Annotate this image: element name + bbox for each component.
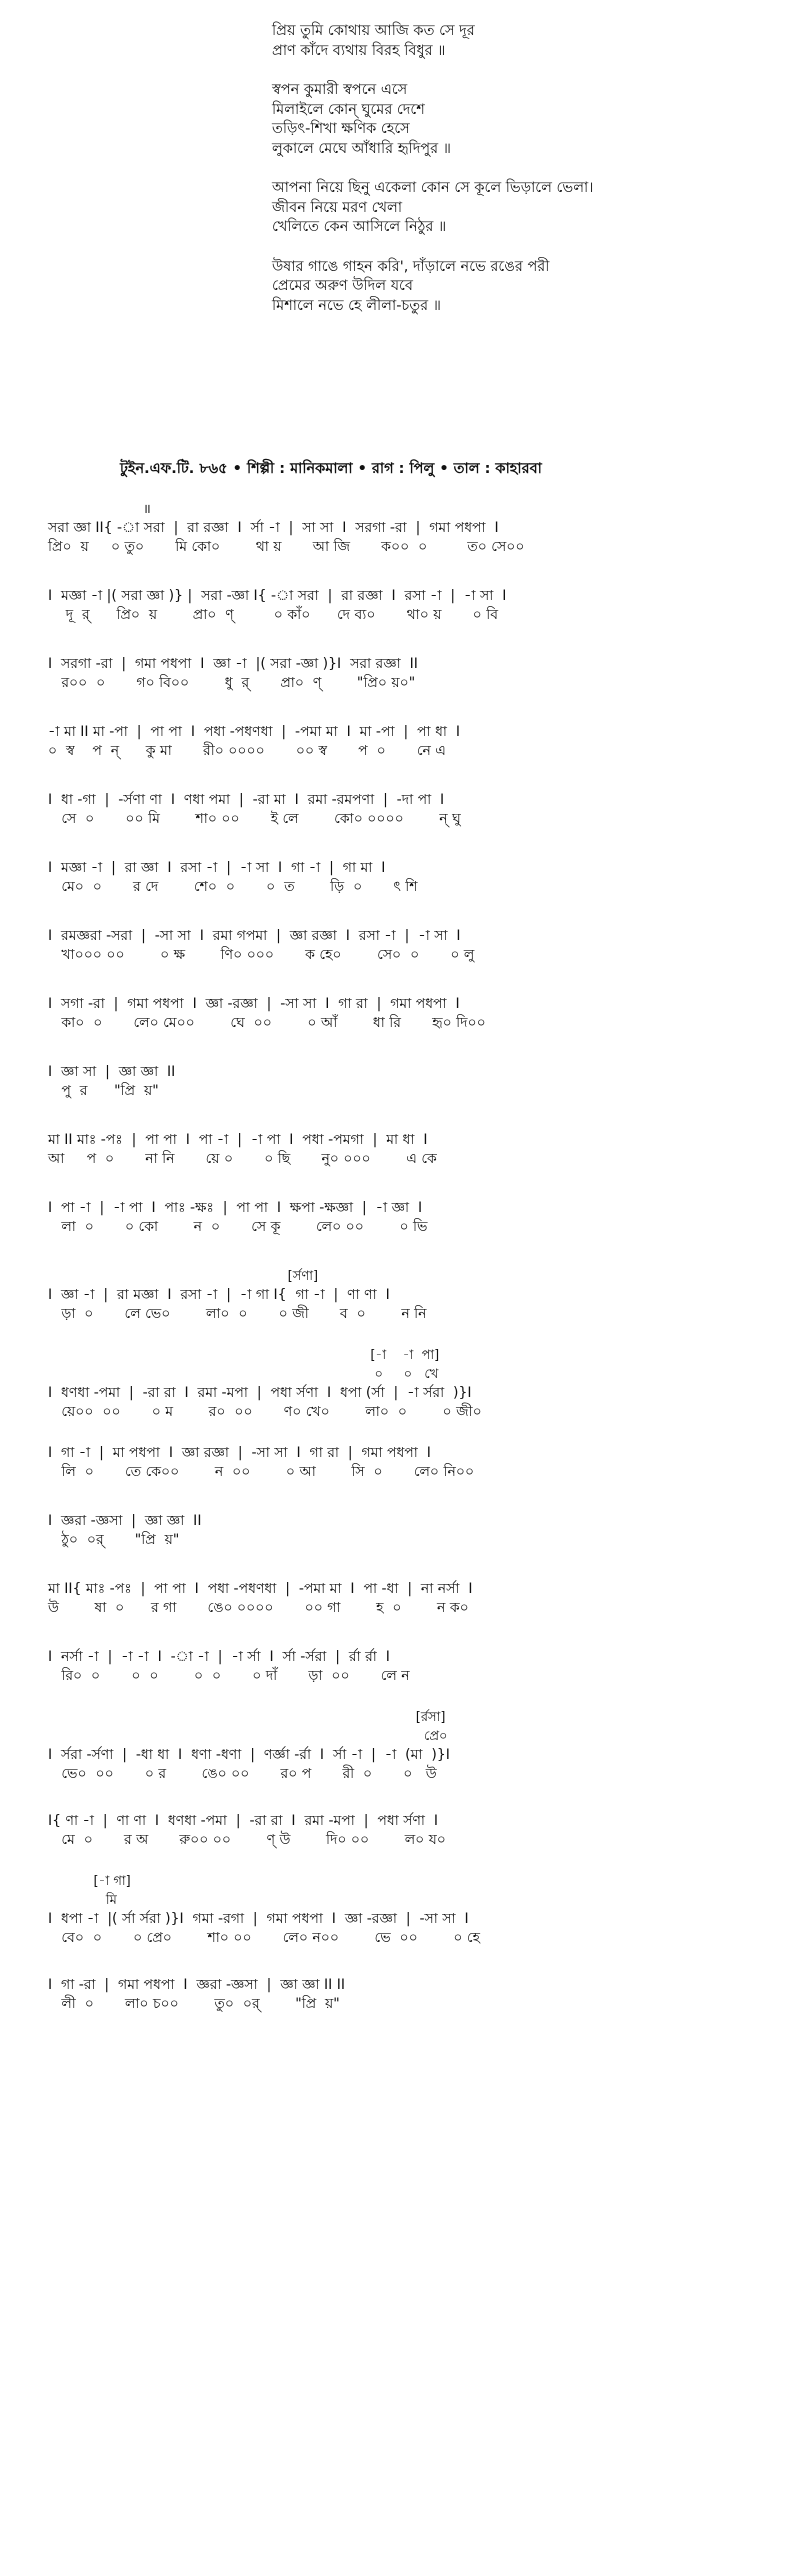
notation-block — [48, 500, 778, 557]
notation-lyric-row: ড়া ০ লে ভে০ লা০ ০ ০ জী ব ০ ন নি — [48, 1306, 427, 1322]
notation-annotation-row: [র্রসা] — [48, 1710, 446, 1725]
notation-swara-row: I সগা -রা | গমা পধপা I জ্ঞা -রজ্ঞা | -সা সা I গা রা | গমা পধপা I — [48, 996, 460, 1012]
notation-swara-row: I জ্ঞরা -জ্ঞসা | জ্ঞা জ্ঞা II — [48, 1513, 202, 1529]
notation-swara-row: I গা -া | মা পধপা I জ্ঞা রজ্ঞা | -সা সা I গা রা | গমা পধপা I — [48, 1445, 431, 1461]
notation-block — [48, 791, 778, 829]
notation-block — [48, 1512, 778, 1550]
notation-lyric-row: আ প ০ না নি য়ে ০ ০ ছি নু০ ০০০ এ কে — [48, 1151, 437, 1167]
notation-block — [48, 1648, 778, 1686]
notation-annotation-row: [র্সণা] — [48, 1269, 319, 1284]
notation-block — [48, 1346, 778, 1422]
notation-block — [48, 927, 778, 965]
notation-lyric-row: ০ স্ব প ন্ কু মা রী০ ০০০০ ০০ স্ব প ০ নে এ — [48, 743, 446, 759]
notation-block — [48, 1812, 778, 1850]
notation-block — [48, 587, 778, 625]
notation-lyric-row: সে ০ ০০ মি শা০ ০০ ই লে কো০ ০০০০ ন্ ঘু — [48, 811, 461, 827]
notation-swara-row: I গা -রা | গমা পধপা I জ্ঞরা -জ্ঞসা | জ্ঞা জ্ঞা II II — [48, 1977, 346, 1993]
notation-lyric-row: ভে০ ০০ ০ র ঙে০ ০০ র০ প রী ০ ০ উ — [48, 1766, 437, 1782]
lyrics-line: তড়িৎ-শিখা ক্ষণিক হেসে — [272, 121, 410, 137]
notation-swara-row: মা II মাঃ -পঃ | পা পা I পা -া | -া পা I পধা -পমগা | মা ধা I — [48, 1132, 428, 1148]
notation-annotation-row: ॥ — [48, 502, 151, 517]
notation-swara-row: I পা -া | -া পা I পাঃ -ক্ষঃ | পা পা I ক্ষপা -ক্ষজ্ঞা | -া জ্ঞা I — [48, 1200, 423, 1216]
notation-lyric-row: কা০ ০ লে০ মে০০ ঘে ০০ ০ আঁ ধা রি হৃ০ দি০০ — [48, 1015, 486, 1031]
notation-block — [48, 1708, 778, 1784]
lyrics-stanza-1 — [272, 22, 792, 61]
notation-lyric-row: উ ষা ০ র গা ঙে০ ০০০০ ০০ গা হ ০ ন ক০ — [48, 1600, 469, 1616]
record-meta-line: টুইন.এফ.টি. ৮৬৫ • শিল্পী : মানিকমালা • রাগ : পিলু • তাল : কাহারবা — [120, 461, 542, 477]
lyrics-line: প্রাণ কাঁদে ব্যথায় বিরহ বিধুর ॥ — [272, 42, 446, 59]
notation-annotation-row: [-া গা] — [48, 1874, 131, 1889]
notation-lyric-row: র০০ ০ গ০ বি০০ ধু র্ প্রা০ ণ্ "প্রি০ য়০" — [48, 675, 416, 691]
notation-swara-row: I র্সরা -র্সণা | -ধা ধা I ধণা -ধণা | ণর্জ্ঞা -র্রা I র্সা -া | -া (মা )}I — [48, 1747, 450, 1763]
notation-swara-row: I ধণধা -পমা | -রা রা I রমা -মপা | পধা র্সণা I ধপা (র্সা | -া র্সরা )}I — [48, 1385, 472, 1401]
notation-swara-row: I ধা -গা | -র্সণা ণা I ণধা পমা | -রা মা I রমা -রমপণা | -দা পা I — [48, 792, 445, 808]
notation-swara-row: -া মা II মা -পা | পা পা I পধা -পধণধা | -পমা মা I মা -পা | পা ধা I — [48, 724, 461, 740]
notation-block — [48, 1976, 778, 2014]
notation-block — [48, 1063, 778, 1101]
notation-swara-row: I রমজ্ঞরা -সরা | -সা সা I রমা গপমা | জ্ঞা রজ্ঞা I রসা -া | -া সা I — [48, 928, 461, 944]
notation-annotation-row: [-া -া পা] — [48, 1348, 440, 1363]
notation-lyric-row: ঠু০ ০র্ "প্রি য়" — [48, 1532, 180, 1548]
notation-swara-row: I জ্ঞা সা | জ্ঞা জ্ঞা II — [48, 1064, 176, 1080]
lyrics-line: উষার গাঙে গাহন করি', দাঁড়ালে নভে রঙের পরী — [272, 258, 550, 275]
lyrics-line: মিশালে নভে হে লীলা-চতুর ॥ — [272, 297, 441, 314]
notation-swara-row: I জ্ঞা -া | রা মজ্ঞা I রসা -া | -া গা I{ গা -া | ণা ণা I — [48, 1287, 390, 1303]
notation-lyric-row: লা ০ ০ কো ন ০ সে কূ লে০ ০০ ০ ভি — [48, 1219, 428, 1235]
notation-annotation-row: মি — [48, 1893, 117, 1908]
notation-block — [48, 859, 778, 897]
notation-block — [48, 723, 778, 761]
notation-lyric-row: দূ র্ প্রি০ য় প্রা০ ণ্ ০ কাঁ০ দে ব্য০ থা০ য় ০ বি — [48, 607, 499, 623]
notation-block — [48, 995, 778, 1033]
notation-lyric-row: মে ০ র অ রু০০ ০০ ণ্ উ দি০ ০০ ল০ য০ — [48, 1832, 446, 1848]
lyrics-line: খেলিতে কেন আসিলে নিঠুর ॥ — [272, 219, 447, 235]
notation-lyric-row: বে০ ০ ০ প্রে০ শা০ ০০ লে০ ন০০ ভে ০০ ০ হে — [48, 1930, 480, 1946]
lyrics-line: মিলাইলে কোন্ ঘুমের দেশে — [272, 101, 425, 118]
notation-swara-row: I সরগা -রা | গমা পধপা I জ্ঞা -া |( সরা -জ্ঞা )}I সরা রজ্ঞা II — [48, 656, 418, 672]
notation-block — [48, 1444, 778, 1482]
notation-swara-row: I নর্সা -া | -া -া I -া -া | -া র্সা I র্সা -র্সরা | র্রা র্রা I — [48, 1649, 390, 1665]
notation-block — [48, 1580, 778, 1618]
notation-lyric-row: প্রি০ য় ০ তু০ মি কো০ থা য় আ জি ক০০ ০ ত০ সে০০ — [48, 539, 525, 555]
swaralipi-notation — [48, 500, 778, 2014]
song-lyrics — [272, 22, 792, 336]
notation-swara-row: I{ ণা -া | ণা ণা I ধণধা -পমা | -রা রা I রমা -মপা | পধা র্সণা I — [48, 1813, 439, 1829]
notation-lyric-row: খা০০০ ০০ ০ ক্ষ ণি০ ০০০ ক হে০ সে০ ০ ০ লু — [48, 947, 475, 963]
notation-lyric-row: মে০ ০ র দে শে০ ০ ০ ত ড়ি ০ ৎ শি — [48, 879, 418, 895]
lyrics-line: জীবন নিয়ে মরণ খেলা — [272, 199, 403, 216]
lyrics-stanza-4 — [272, 258, 792, 317]
notation-swara-row: I মজ্ঞা -া |( সরা জ্ঞা )} | সরা -জ্ঞা I{ -া সরা | রা রজ্ঞা I রসা -া | -া সা I — [48, 588, 507, 604]
notation-lyric-row: লী ০ লা০ চ০০ তু০ ০র্ "প্রি য়" — [48, 1996, 340, 2012]
notation-swara-row: I মজ্ঞা -া | রা জ্ঞা I রসা -া | -া সা I গা -া | গা মা I — [48, 860, 386, 876]
notation-annotation-row: প্রে০ — [48, 1729, 448, 1744]
notation-annotation-row: ০ ০ খে — [48, 1367, 439, 1382]
notation-lyric-row: রি০ ০ ০ ০ ০ ০ ০ দাঁ ড়া ০০ লে ন — [48, 1668, 410, 1684]
notation-swara-row: মা II{ মাঃ -পঃ | পা পা I পধা -পধণধা | -পমা মা I পা -ধা | না নর্সা I — [48, 1581, 473, 1597]
notation-lyric-row: পু র "প্রি য়" — [48, 1083, 159, 1099]
lyrics-line: প্রেমের অরুণ উদিল যবে — [272, 278, 413, 294]
notation-block — [48, 1131, 778, 1169]
notation-block — [48, 1267, 778, 1324]
notation-swara-row: I ধপা -া |( র্সা র্সরা )}I গমা -রগা | গমা পধপা I জ্ঞা -রজ্ঞা | -সা সা I — [48, 1911, 469, 1927]
notation-swara-row: সরা জ্ঞা II{ -া সরা | রা রজ্ঞা I র্সা -া | সা সা I সরগা -রা | গমা পধপা I — [48, 520, 499, 536]
notation-lyric-row: লি ০ তে কে০০ ন ০০ ০ আ সি ০ লে০ নি০০ — [48, 1464, 475, 1480]
notation-lyric-row: য়ে০০ ০০ ০ ম র০ ০০ ণ০ খে০ লা০ ০ ০ জী০ — [48, 1404, 482, 1420]
notation-block — [48, 1199, 778, 1237]
lyrics-line: আপনা নিয়ে ছিনু একেলা কোন সে কূলে ভিড়ালে ভেলা। — [272, 180, 594, 196]
lyrics-line: লুকালে মেঘে আঁধারি হৃদিপুর ॥ — [272, 140, 451, 157]
lyrics-line: স্বপন কুমারী স্বপনে এসে — [272, 82, 408, 98]
notation-block — [48, 1872, 778, 1948]
lyrics-stanza-2 — [272, 81, 792, 159]
notation-block — [48, 655, 778, 693]
lyrics-line: প্রিয় তুমি কোথায় আজি কত সে দূর — [272, 23, 475, 39]
lyrics-stanza-3 — [272, 179, 792, 238]
